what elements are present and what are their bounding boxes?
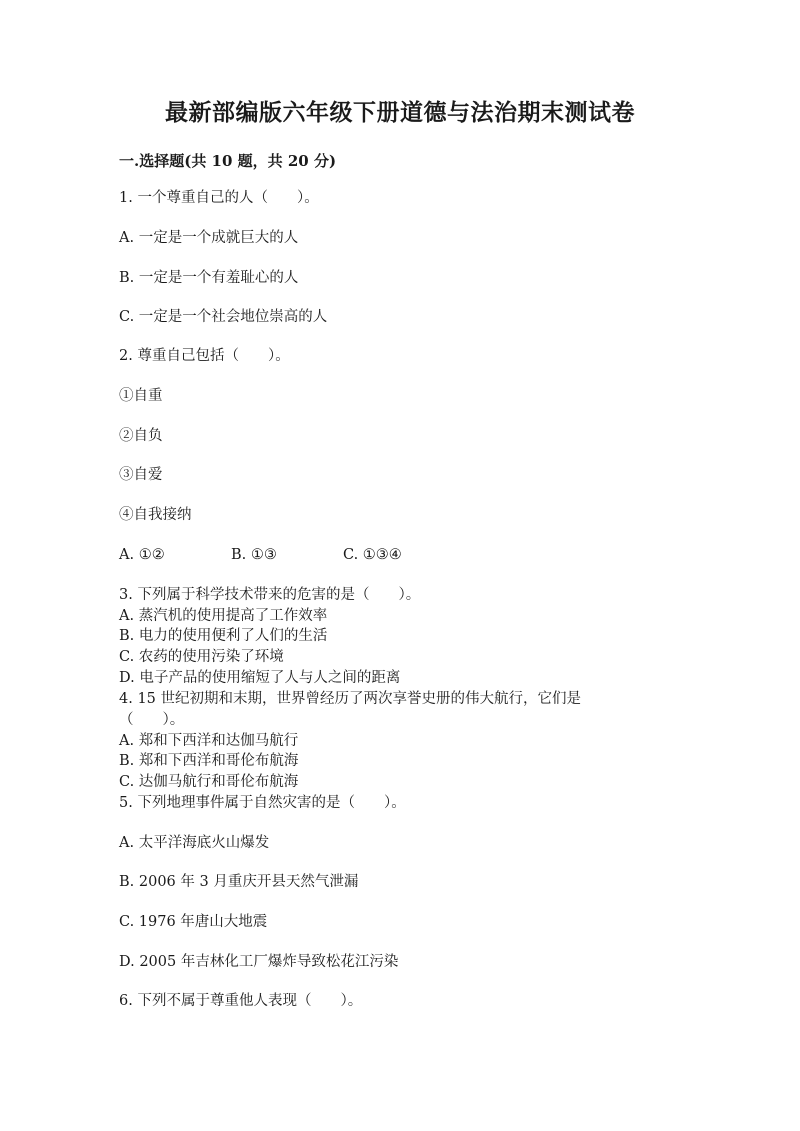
question-3-option-a: A. 蒸汽机的使用提高了工作效率 bbox=[119, 608, 328, 624]
question-2-item-1: ①自重 bbox=[119, 388, 163, 404]
question-2-choices bbox=[119, 545, 402, 565]
question-4-option-c: C. 达伽马航行和哥伦布航海 bbox=[119, 774, 299, 790]
question-1-option-a: A. 一定是一个成就巨大的人 bbox=[119, 230, 299, 246]
question-4-option-a: A. 郑和下西洋和达伽马航行 bbox=[119, 733, 299, 749]
question-1-stem: 1. 一个尊重自己的人（ ）。 bbox=[119, 190, 319, 206]
question-1-option-c: C. 一定是一个社会地位崇高的人 bbox=[119, 309, 328, 325]
question-4-stem-continued: （ ）。 bbox=[119, 712, 185, 728]
question-5-option-d: D. 2005 年吉林化工厂爆炸导致松花江污染 bbox=[119, 954, 399, 970]
question-4-option-b: B. 郑和下西洋和哥伦布航海 bbox=[119, 753, 299, 769]
question-5-option-c: C. 1976 年唐山大地震 bbox=[119, 914, 268, 930]
question-3-option-c: C. 农药的使用污染了环境 bbox=[119, 649, 284, 665]
page-title: 最新部编版六年级下册道德与法治期末测试卷 bbox=[165, 99, 635, 126]
question-3-option-b: B. 电力的使用便利了人们的生活 bbox=[119, 628, 328, 644]
section-heading: 一.选择题(共 10 题，共 20 分) bbox=[119, 152, 337, 170]
question-1-option-b: B. 一定是一个有羞耻心的人 bbox=[119, 270, 299, 286]
question-2-stem: 2. 尊重自己包括（ ）。 bbox=[119, 348, 290, 364]
question-3-option-d: D. 电子产品的使用缩短了人与人之间的距离 bbox=[119, 670, 401, 686]
question-2-choice-c: C. ①③④ bbox=[343, 547, 402, 563]
question-2-choice-a: A. ①② bbox=[119, 547, 165, 563]
question-6-stem: 6. 下列不属于尊重他人表现（ ）。 bbox=[119, 993, 363, 1009]
question-2-item-2: ②自负 bbox=[119, 428, 163, 444]
question-3-stem: 3. 下列属于科学技术带来的危害的是（ ）。 bbox=[119, 587, 421, 603]
question-5-stem: 5. 下列地理事件属于自然灾害的是（ ）。 bbox=[119, 795, 406, 811]
question-2-choice-b: B. ①③ bbox=[231, 547, 277, 563]
question-4-stem: 4. 15 世纪初期和末期，世界曾经历了两次享誉史册的伟大航行，它们是 bbox=[119, 691, 582, 707]
question-5-option-a: A. 太平洋海底火山爆发 bbox=[119, 835, 270, 851]
question-2-item-3: ③自爱 bbox=[119, 467, 163, 483]
question-5-option-b: B. 2006 年 3 月重庆开县天然气泄漏 bbox=[119, 874, 359, 890]
question-2-item-4: ④自我接纳 bbox=[119, 507, 192, 523]
